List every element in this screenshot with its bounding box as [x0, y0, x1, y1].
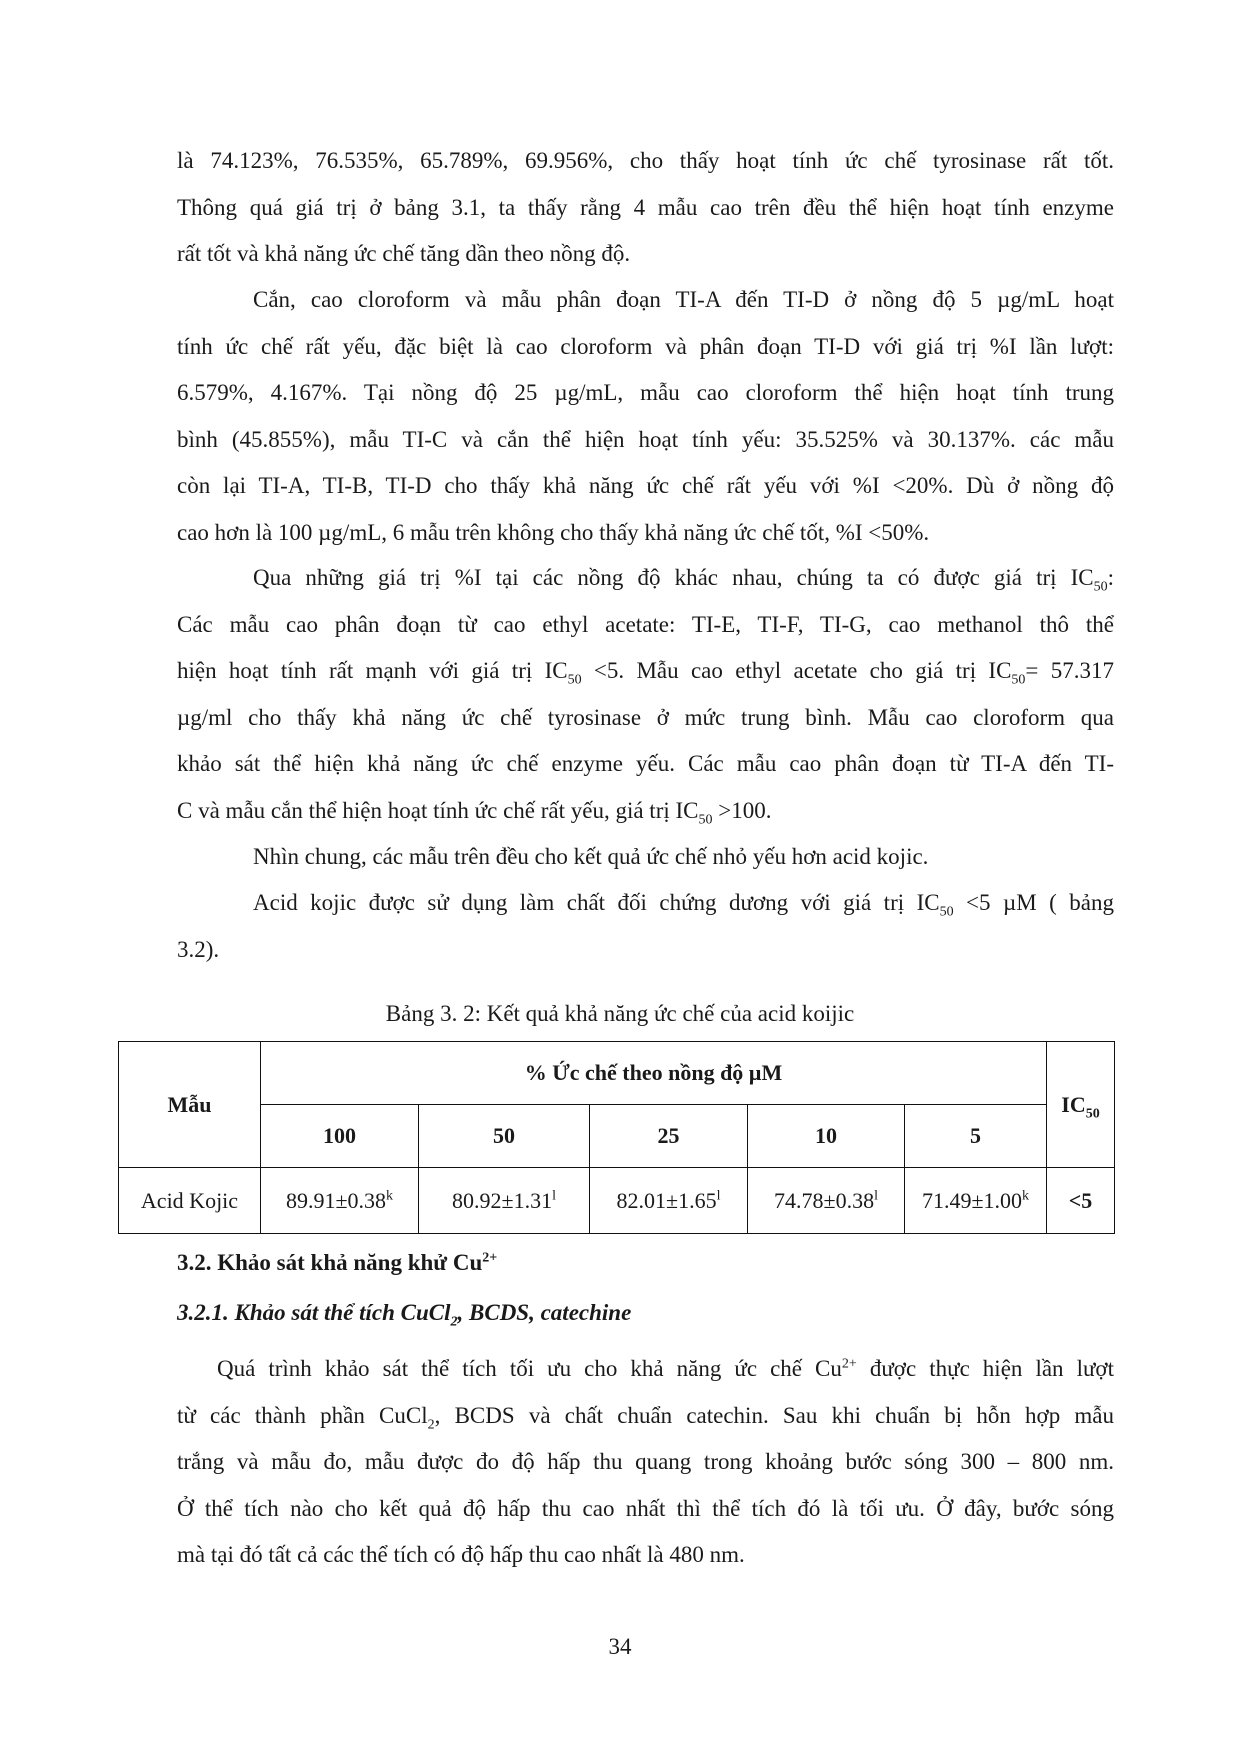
text-line: 3.2).: [177, 936, 220, 962]
header-sample: Mẫu: [119, 1042, 261, 1168]
text-line: Acid kojic được sử dụng làm chất đối chứng dương với giá trị $IC_{50} <5$ µM ( bảng: [253, 890, 1114, 920]
paragraph-3: [177, 555, 1114, 834]
header-concentration: 100: [261, 1105, 419, 1168]
text-line: Thông quá giá trị ở bảng 3.1, ta thấy rằng 4 mẫu cao trên đều thể hiện hoạt tính enzyme: [177, 194, 1114, 220]
header-concentration: 50: [419, 1105, 590, 1168]
text-line: trắng và mẫu đo, mẫu được đo độ hấp thu quang trong khoảng bước sóng 300 – 800 nm.: [177, 1449, 1114, 1474]
section-heading: 3.2. Khảo sát khả năng khử $Cu^{2+}$: [177, 1250, 498, 1275]
text-line: hiện hoạt tính rất mạnh với giá trị $IC_{50} <5$. Mẫu cao ethyl acetate cho giá trị $IC_{50}= 57.317$: [177, 658, 1114, 688]
paragraph-1: [177, 138, 1114, 278]
text-line: mà tại đó tất cả các thể tích có độ hấp thu cao nhất là 480 nm.: [177, 1542, 745, 1567]
text-line: Ở thể tích nào cho kết quả độ hấp thu cao nhất thì thể tích đó là tối ưu. Ở đây, bước sóng: [177, 1495, 1114, 1521]
text-line: Nhìn chung, các mẫu trên đều cho kết quả ức chế nhỏ yếu hơn acid kojic.: [253, 844, 929, 869]
text-line: Qua những giá trị %I tại các nồng độ khác nhau, chúng ta có được giá trị $IC_{50}$:: [253, 565, 1114, 595]
table-cell: $71.49\pm 1.00^k$: [905, 1168, 1047, 1234]
paragraph-6: [177, 1346, 1114, 1579]
row-sample-name: Acid Kojic: [119, 1168, 261, 1234]
header-concentration: 25: [590, 1105, 748, 1168]
header-concentration: 10: [748, 1105, 905, 1168]
text-line: Quá trình khảo sát thể tích tối ưu cho khả năng ức chế $Cu^{2+}$ được thực hiện lần lượt: [217, 1356, 1114, 1381]
results-table: [118, 1041, 1115, 1234]
row-ic50: <5: [1047, 1168, 1115, 1234]
text-line: còn lại TI-A, TI-B, TI-D cho thấy khả năng ức chế rất yếu với %I <20%. Dù ở nồng độ: [177, 473, 1114, 498]
table-row: [119, 1168, 1115, 1234]
text-line: cao hơn là 100 µg/mL, 6 mẫu trên không cho thấy khả năng ức chế tốt, %I <50%.: [177, 519, 930, 545]
header-concentration: 5: [905, 1105, 1047, 1168]
text-line: tính ức chế rất yếu, đặc biệt là cao cloroform và phân đoạn TI-D với giá trị %I lần lượt:: [177, 333, 1114, 359]
text-line: bình (45.855%), mẫu TI-C và cắn thể hiện hoạt tính yếu: 35.525% và 30.137%. các mẫu: [177, 426, 1114, 452]
paragraph-5: [177, 880, 1114, 973]
table-caption: Bảng 3. 2: Kết quả khả năng ức chế của acid koijic: [385, 1001, 855, 1026]
page-number: 34: [608, 1634, 632, 1659]
table-cell: $89.91\pm 0.38^k$: [261, 1168, 419, 1234]
header-inhibition: % Ức chế theo nồng độ µM: [261, 1042, 1047, 1105]
text-line: 6.579%, 4.167%. Tại nồng độ 25 µg/mL, mẫu cao cloroform thể hiện hoạt tính trung: [177, 380, 1114, 405]
text-line: Cắn, cao cloroform và mẫu phân đoạn TI-A đến TI-D ở nồng độ 5 µg/mL hoạt: [253, 287, 1114, 312]
text-line: Các mẫu cao phân đoạn từ cao ethyl acetate: TI-E, TI-F, TI-G, cao methanol thô thể: [177, 611, 1114, 637]
text-line: từ các thành phần CuCl$_2$, BCDS và chất chuẩn catechin. Sau khi chuẩn bị hỗn hợp mẫu: [177, 1402, 1114, 1433]
text-line: khảo sát thể hiện khả năng ức chế enzyme yếu. Các mẫu cao phân đoạn từ TI-A đến TI-: [177, 751, 1114, 776]
paragraph-4: [177, 834, 1114, 881]
paragraph-2: [177, 277, 1114, 556]
table-cell: $80.92\pm 1.31^l$: [419, 1168, 590, 1234]
subsection-heading: 3.2.1. Khảo sát thể tích CuCl$_2$, BCDS, catechine: [177, 1300, 632, 1330]
text-line: C và mẫu cắn thể hiện hoạt tính ức chế rất yếu, giá trị $IC_{50} >100$.: [177, 797, 772, 828]
text-line: là 74.123%, 76.535%, 65.789%, 69.956%, cho thấy hoạt tính ức chế tyrosinase rất tốt.: [177, 148, 1114, 173]
table-cell: $74.78\pm 0.38^l$: [748, 1168, 905, 1234]
text-line: rất tốt và khả năng ức chế tăng dần theo nồng độ.: [177, 241, 631, 266]
text-line: µg/ml cho thấy khả năng ức chế tyrosinase ở mức trung bình. Mẫu cao cloroform qua: [177, 704, 1114, 730]
table-cell: $82.01\pm 1.65^l$: [590, 1168, 748, 1234]
header-ic50: $IC_{50}$: [1047, 1042, 1115, 1168]
